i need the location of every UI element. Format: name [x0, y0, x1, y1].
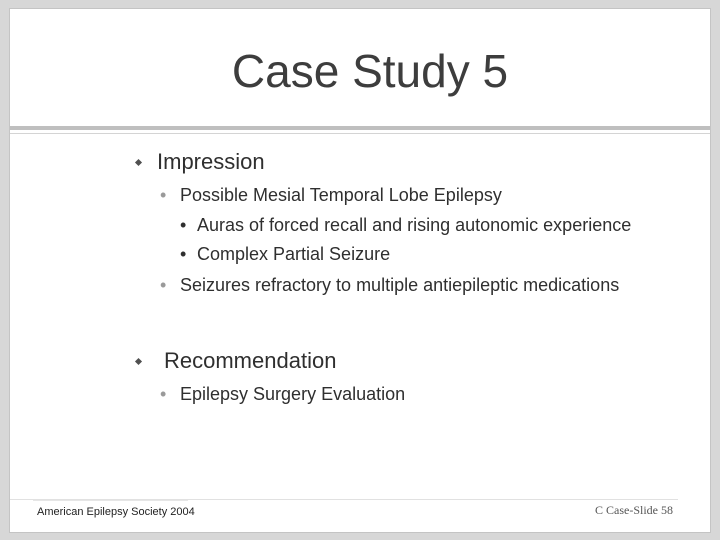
section-heading: Recommendation [164, 348, 337, 373]
sub-bullet-item [180, 244, 391, 265]
bullet-dot-icon: • [160, 185, 167, 205]
title-area [10, 9, 710, 128]
slide-title: Case Study 5 [231, 45, 509, 97]
bullet-item [160, 275, 620, 296]
sub-item-text: Complex Partial Seizure [197, 244, 391, 264]
section-heading: Impression [157, 149, 265, 174]
bullet-dot-icon: • [160, 275, 167, 295]
item-text: Epilepsy Surgery Evaluation [180, 384, 406, 404]
bullet-recommendation [136, 348, 337, 374]
slide-number: C Case-Slide 58 [595, 503, 673, 517]
title-divider-thin [10, 133, 710, 134]
footer-left-text: American Epilepsy Society 2004 [37, 506, 195, 518]
sub-item-text: Auras of forced recall and rising autonomic experience [197, 215, 632, 235]
bullet-dot-icon: • [180, 215, 187, 235]
slide-frame [10, 9, 710, 532]
sub-bullet-item [180, 215, 632, 236]
bullet-dot-icon: • [180, 244, 187, 264]
bullet-impression [136, 149, 265, 175]
bullet-item [160, 384, 406, 405]
bullet-dot-icon: • [160, 384, 167, 404]
bullet-item [160, 185, 502, 206]
item-text: Seizures refractory to multiple antiepileptic medications [180, 275, 620, 295]
diamond-bullet-icon [135, 159, 142, 166]
diamond-bullet-icon [135, 358, 142, 365]
item-text: Possible Mesial Temporal Lobe Epilepsy [180, 185, 502, 205]
title-divider [10, 126, 710, 130]
